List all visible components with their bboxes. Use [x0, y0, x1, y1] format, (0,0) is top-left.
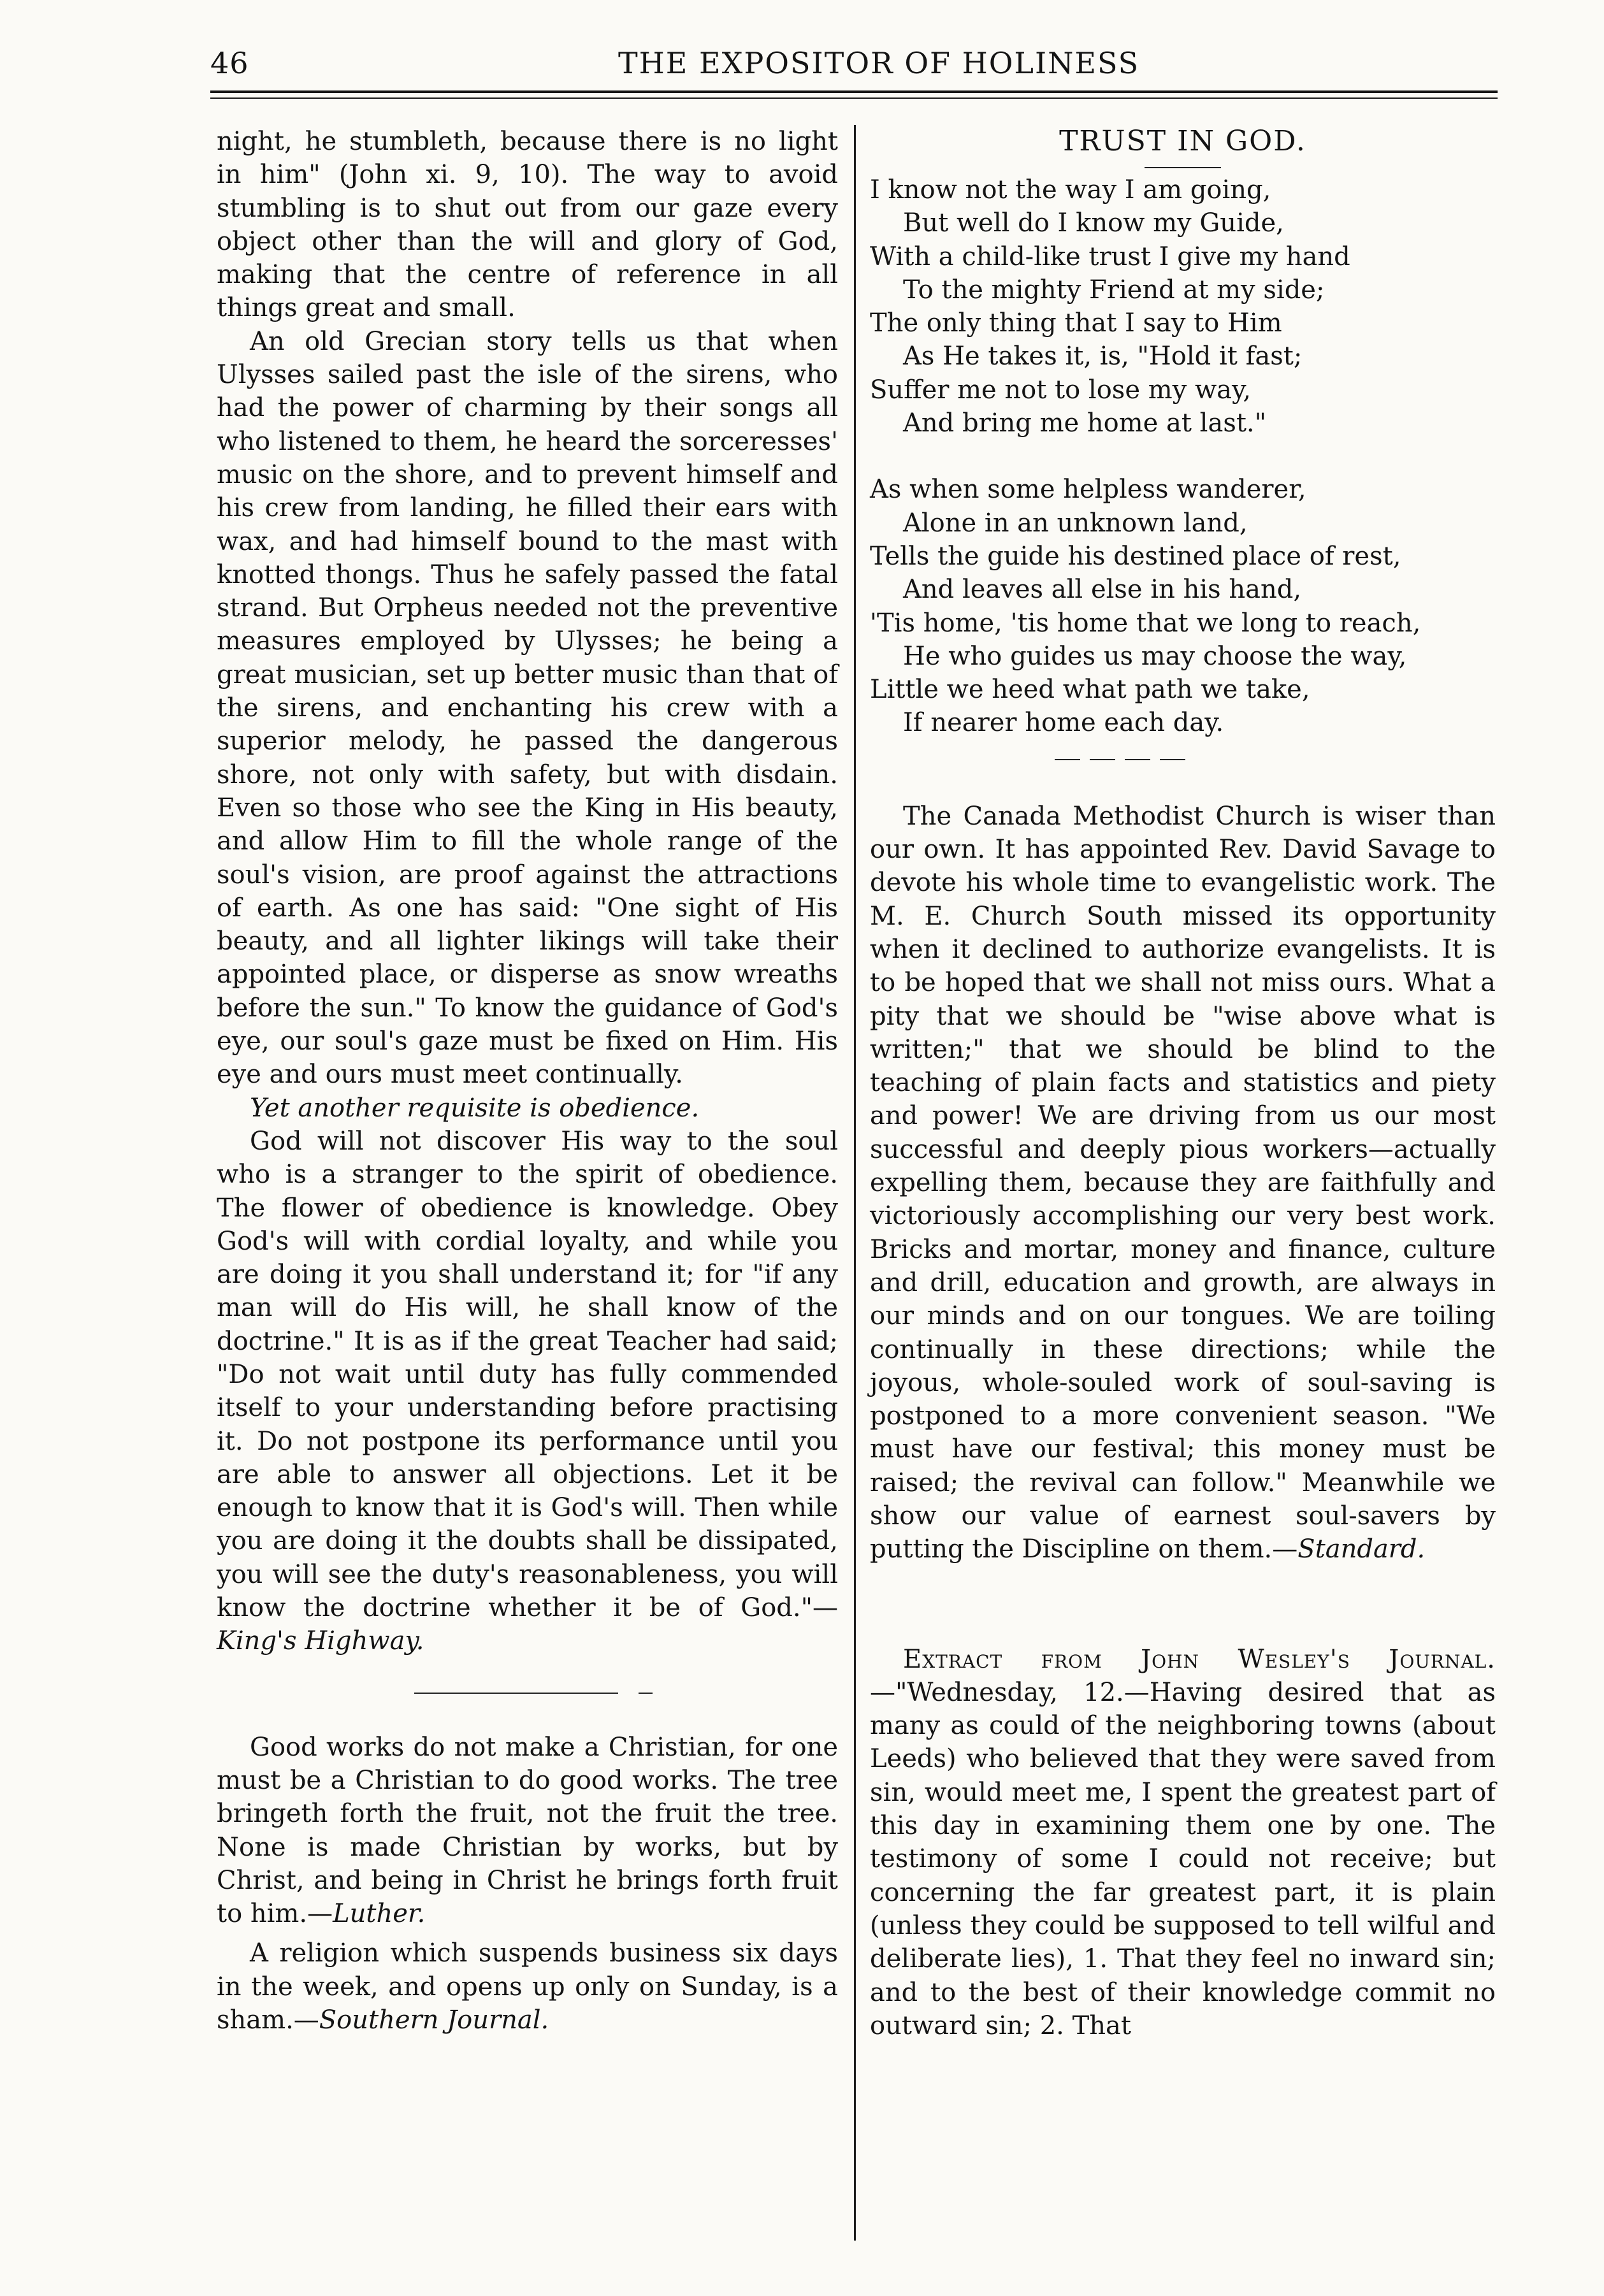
right-paragraph-2: [870, 1643, 1496, 2043]
page-number: 46: [210, 46, 249, 80]
header-rule: [210, 90, 1498, 93]
poem-line: And bring me home at last.": [903, 408, 1267, 438]
right-paragraph-1-attribution: Standard.: [1297, 1534, 1426, 1564]
right-paragraph-1-text: The Canada Methodist Church is wiser than our own. It has appointed Rev. David Savage to devote his whole time to evangelistic work. The M. E. Church South missed its opportunity when it declined to authorize evangelists. It is to be hoped that we shall not miss ours. What a pity that we should be "wise above what is written;" that we should be blind to the teaching of plain facts and statistics and piety and power! We are driving from us our most successful and deeply pious workers—actually expelling them, because they are faithfully and victoriously accomplishing our very best work. Bricks and mortar, money and finance, culture and drill, education and growth, are always in our minds and on our tongues. We are toiling continually in these directions; while the joyous, whole-souled work of soul-saving is postponed to a more convenient season. "We must have our festival; this money must be raised; the revival can follow." Meanwhile we show our value of earnest soul-savers by putting the Discipline on them.—: [870, 801, 1496, 1564]
left-paragraph-4-text: God will not discover His way to the soul who is a stranger to the spirit of obedience. The flower of obedience is knowledge. Obey God's will with cordial loyalty, and while you are doing it you shall understand it; for "if any man will do His will, he shall know of the doctrine." It is as if the great Teacher had said; "Do not wait until duty has fully commended itself to your understanding before practising it. Do not postpone its performance until you are able to answer all objections. Let it be enough to know that it is God's will. Then while you are doing it the doubts shall be dissipated, you will see the duty's reasonableness, you will know the doctrine whether it be of God."—: [217, 1126, 838, 1623]
section-separator: [217, 1676, 838, 1709]
poem-title: TRUST IN GOD.: [1059, 125, 1306, 157]
left-paragraph-2: An old Grecian story tells us that when Ulysses sailed past the isle of the sirens, who had the power of charming by their songs all who listened to them, he heard the sorceresses' music on the shore, and to prevent himself and his crew from landing, he filled their ears with wax, and had himself bound to the mast with knotted thongs. Thus he safely passed the fatal strand. But Orpheus needed not the preventive measures employed by Ulysses; he being a great musician, set up better music than that of the sirens, and enchanting his crew with a superior melody, he passed the dangerous shore, not only with safety, but with disdain. Even so those who see the King in His beauty, and allow Him to fill the whole range of the soul's vision, are proof against the attractions of earth. As one has said: "One sight of His beauty, and all lighter likings will take their appointed place, or disperse as snow wreaths before the sun." To know the guidance of God's eye, our soul's gaze must be fixed on Him. His eye and ours must meet continually.: [217, 326, 838, 1090]
left-paragraph-3: Yet another requisite is obedience.: [250, 1093, 700, 1123]
poem-line: The only thing that I say to Him: [870, 308, 1282, 338]
right-column: [870, 125, 1496, 2042]
poem-line: With a child-like trust I give my hand: [870, 242, 1350, 271]
poem-line: Tells the guide his destined place of rest,: [870, 541, 1401, 571]
column-divider: [854, 125, 856, 2241]
left-paragraph-5-text: Good works do not make a Christian, for one must be a Christian to do good works. The tree bringeth forth the fruit, not the fruit the tree. None is made Christian by works, but by Christ, and being in Christ he brings forth fruit to him.—: [217, 1732, 838, 1929]
poem-line: Alone in an unknown land,: [903, 508, 1248, 538]
right-paragraph-2-text: —"Wednesday, 12.—Having desired that as many as could of the neighboring towns (about Leeds) who believed that they were saved from sin, would meet me, I spent the greatest part of this day in examining them one by one. The testimony of some I could not receive; but concerning the far greatest part, it is plain (unless they could be supposed to tell wilful and deliberate lies), 1. That they feel no inward sin; and to the best of their knowledge commit no outward sin; 2. That: [870, 1677, 1496, 2040]
left-paragraph-6-text: A religion which suspends business six days in the week, and opens up only on Sunday, is a sham.—: [217, 1939, 838, 2035]
poem-line: But well do I know my Guide,: [903, 208, 1284, 238]
left-paragraph-4: [217, 1125, 838, 1658]
poem-line: Suffer me not to lose my way,: [870, 375, 1252, 405]
poem-line: I know not the way I am going,: [870, 175, 1271, 205]
right-paragraph-2-heading: Extract from John Wesley's Journal.: [903, 1644, 1496, 1674]
left-paragraph-5: [217, 1731, 838, 1931]
left-paragraph-4-attribution: King's Highway.: [217, 1626, 424, 1656]
poem-line: As when some helpless wanderer,: [870, 475, 1306, 505]
poem-line: As He takes it, is, "Hold it fast;: [903, 342, 1303, 372]
left-paragraph-6-attribution: Southern Journal.: [319, 2005, 549, 2035]
poem-line: To the mighty Friend at my side;: [903, 275, 1325, 305]
left-paragraph-5-attribution: Luther.: [333, 1899, 426, 1929]
right-paragraph-1: [870, 800, 1496, 1566]
poem-line: Little we heed what path we take,: [870, 675, 1310, 705]
poem-line: If nearer home each day.: [903, 708, 1224, 738]
running-title: THE EXPOSITOR OF HOLINESS: [618, 46, 1140, 80]
header-rule-thin: [210, 97, 1498, 99]
left-paragraph-1: night, he stumbleth, because there is no light in him" (John xi. 9, 10). The way to avoid stumbling is to shut out from our gaze every object other than the will and glory of God, making that the centre of reference in all things great and small.: [217, 127, 838, 323]
poem-line: He who guides us may choose the way,: [903, 641, 1407, 671]
poem-line: 'Tis home, 'tis home that we long to reach,: [870, 608, 1421, 638]
left-column: [217, 125, 838, 2037]
poem: [870, 173, 1496, 740]
page-header: [210, 40, 1498, 90]
poem-line: And leaves all else in his hand,: [903, 575, 1302, 605]
left-paragraph-6: [217, 1937, 838, 2037]
poem-title-rule: [1145, 167, 1221, 168]
section-separator: [870, 740, 1496, 784]
